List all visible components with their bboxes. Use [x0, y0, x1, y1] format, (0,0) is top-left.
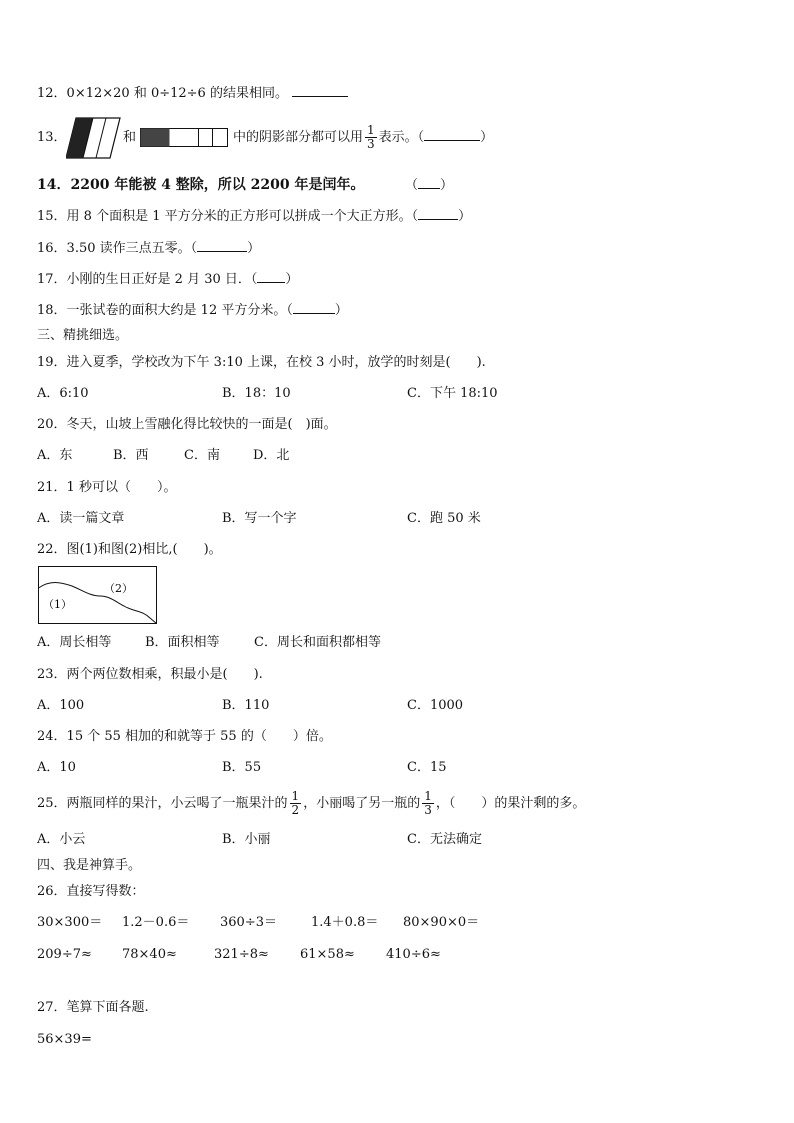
- question-15: [37, 207, 471, 226]
- question-12-text: 12．0×12×20 和 0÷12÷6 的结果相同。: [37, 86, 288, 101]
- calc-item: 61×58≈: [300, 947, 355, 962]
- question-18-text: 18．一张试卷的面积大约是 12 平方分米。（: [37, 303, 293, 318]
- question-12: [37, 84, 348, 103]
- rectangle-shaded-part: [141, 129, 170, 147]
- question-25: [37, 786, 585, 822]
- answer-blank[interactable]: [197, 239, 247, 252]
- question-21: 21．1 秒可以（ ）。: [37, 480, 177, 495]
- question-25-mid: ，小丽喝了另一瓶的: [303, 796, 421, 811]
- divided-rectangle-figure: [38, 566, 158, 626]
- question-20: 20．冬天，山坡上雪融化得比较快的一面是( )面。: [37, 417, 337, 432]
- fraction-one-third: [365, 124, 377, 151]
- question-26: 26．直接写得数：: [37, 884, 145, 899]
- q19-option-b[interactable]: B．18：10: [222, 386, 291, 401]
- fraction-denominator: 2: [291, 803, 300, 817]
- fraction-one-third: [422, 790, 434, 817]
- section-4-heading: 四、我是神算手。: [37, 858, 142, 873]
- figure-label-1: （1）: [43, 598, 72, 611]
- q21-option-a[interactable]: A．读一篇文章: [37, 511, 125, 526]
- fraction-numerator: 1: [367, 123, 375, 137]
- fraction-denominator: 3: [424, 803, 432, 817]
- question-18-close: ）: [334, 303, 348, 318]
- calc-item: 209÷7≈: [37, 947, 92, 962]
- question-14-answer: [405, 176, 453, 195]
- q23-option-b[interactable]: B．110: [222, 698, 270, 713]
- question-16: [37, 239, 260, 258]
- question-14: [37, 176, 365, 194]
- question-16-close: ）: [247, 241, 261, 256]
- question-25-pre: 25．两瓶同样的果汁，小云喝了一瓶果汁的: [37, 796, 288, 811]
- answer-blank[interactable]: [293, 301, 335, 314]
- q20-option-a[interactable]: A．东: [37, 448, 73, 463]
- question-15-text: 15．用 8 个面积是 1 平方分米的正方形可以拼成一个大正方形。（: [37, 209, 419, 224]
- question-27: 27．笔算下面各题.: [37, 1000, 149, 1015]
- question-14-close: ）: [440, 178, 454, 193]
- question-13-close: ）: [480, 130, 494, 145]
- q22-option-a[interactable]: A．周长相等: [37, 635, 112, 650]
- q19-option-a[interactable]: A．6:10: [37, 386, 89, 401]
- question-16-text: 16．3.50 读作三点五零。（: [37, 241, 198, 256]
- question-13-mid: 中的阴影部分都可以用: [233, 130, 364, 145]
- question-13-text: [233, 120, 493, 156]
- figure-label-2: （2）: [104, 582, 133, 595]
- q19-option-c[interactable]: C．下午 18:10: [407, 386, 498, 401]
- q24-option-b[interactable]: B．55: [222, 760, 262, 775]
- calc-item: 321÷8≈: [214, 947, 269, 962]
- section-3-heading: 三、精挑细选。: [37, 328, 129, 343]
- figure-outline: [39, 567, 157, 624]
- question-17-text: 17．小刚的生日正好是 2 月 30 日．（: [37, 272, 258, 287]
- question-13: [37, 129, 67, 147]
- q24-option-c[interactable]: C．15: [407, 760, 447, 775]
- q22-option-c[interactable]: C．周长和面积都相等: [254, 635, 381, 650]
- fraction-denominator: 3: [367, 137, 375, 151]
- question-24: 24．15 个 55 相加的和就等于 55 的（ ）倍。: [37, 729, 332, 744]
- answer-blank[interactable]: [418, 207, 458, 220]
- question-19: 19．进入夏季，学校改为下午 3:10 上课，在校 3 小时，放学的时刻是( ).: [37, 355, 486, 370]
- q22-option-b[interactable]: B．面积相等: [145, 635, 220, 650]
- q21-option-c[interactable]: C．跑 50 米: [407, 511, 481, 526]
- question-13-and: 和: [123, 130, 137, 145]
- fraction-one-half: [290, 790, 302, 817]
- answer-blank[interactable]: [292, 84, 348, 97]
- q25-option-b[interactable]: B．小丽: [222, 832, 271, 847]
- q20-option-d[interactable]: D．北: [253, 448, 290, 463]
- question-13-tail: 表示。（: [378, 130, 425, 145]
- calc-item: 360÷3＝: [220, 915, 277, 930]
- fraction-numerator: 1: [291, 789, 300, 803]
- calc-item: 410÷6≈: [386, 947, 441, 962]
- question-14-open: （: [405, 178, 419, 193]
- rectangle-figure: [140, 128, 230, 148]
- calc-item: 1.4＋0.8＝: [311, 915, 379, 930]
- calc-item: 1.2－0.6＝: [122, 915, 190, 930]
- question-25-tail: ，（ ）的果汁剩的多。: [435, 796, 586, 811]
- question-17: [37, 270, 298, 289]
- answer-blank[interactable]: [418, 176, 440, 189]
- q21-option-b[interactable]: B．写一个字: [222, 511, 297, 526]
- parallelogram-figure: [66, 116, 122, 160]
- question-18: [37, 301, 348, 320]
- question-17-close: ）: [285, 272, 299, 287]
- q23-option-c[interactable]: C．1000: [407, 698, 464, 713]
- question-23: 23．两个两位数相乘，积最小是( ).: [37, 667, 263, 682]
- q24-option-a[interactable]: A．10: [37, 760, 76, 775]
- q25-option-a[interactable]: A．小云: [37, 832, 86, 847]
- answer-blank[interactable]: [257, 270, 285, 283]
- question-15-close: ）: [458, 209, 472, 224]
- question-13-number: 13．: [37, 130, 67, 145]
- question-22: 22．图(1)和图(2)相比,( )。: [37, 542, 222, 557]
- calc-item: 30×300＝: [37, 915, 103, 930]
- q23-option-a[interactable]: A．100: [37, 698, 85, 713]
- calc-item: 80×90×0＝: [403, 915, 480, 930]
- q20-option-b[interactable]: B．西: [113, 448, 149, 463]
- question-27-expression: 56×39=: [37, 1032, 92, 1047]
- q25-option-c[interactable]: C．无法确定: [407, 832, 482, 847]
- calc-item: 78×40≈: [122, 947, 177, 962]
- answer-blank[interactable]: [424, 128, 480, 141]
- q20-option-c[interactable]: C．南: [184, 448, 220, 463]
- question-14-text: 14．2200 年能被 4 整除，所以 2200 年是闰年。: [37, 177, 365, 193]
- fraction-numerator: 1: [424, 789, 432, 803]
